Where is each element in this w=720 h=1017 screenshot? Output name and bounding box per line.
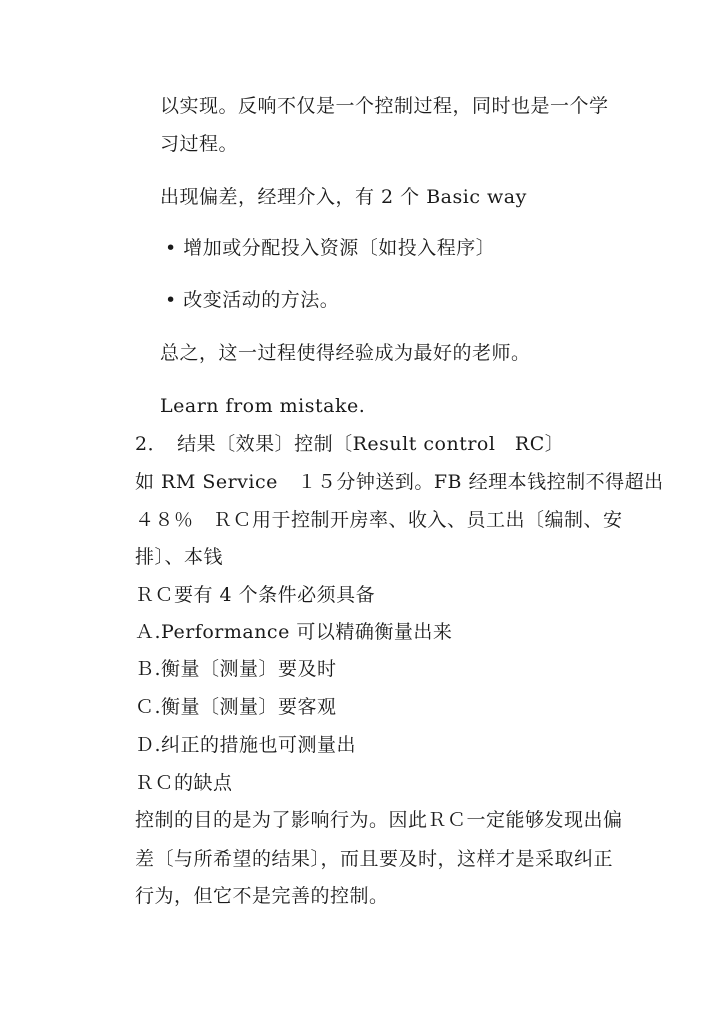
paragraph-line: 出现偏差，经理介入，有 2 个 Basic way: [160, 186, 527, 208]
list-item: Ｃ.衡量〔测量〕要客观: [135, 696, 337, 718]
paragraph-line: 排〕、本钱: [135, 546, 224, 568]
paragraph-line: 以实现。反响不仅是一个控制过程，同时也是一个学: [160, 95, 609, 117]
paragraph-line: ＲＣ要有 4 个条件必须具备: [135, 584, 376, 606]
paragraph-line: 习过程。: [160, 133, 239, 155]
list-item: Ａ.Performance 可以精确衡量出来: [135, 621, 453, 643]
list-item: Ｂ.衡量〔测量〕要及时: [135, 658, 337, 680]
bullet-item: • 增加或分配投入资源〔如投入程序〕: [165, 237, 496, 259]
paragraph-line: 总之，这一过程使得经验成为最好的老师。: [160, 342, 531, 364]
paragraph-line: ＲＣ的缺点: [135, 772, 233, 794]
section-heading: 2． 结果〔效果〕控制〔Result control RC〕: [135, 433, 565, 455]
list-item: Ｄ.纠正的措施也可测量出: [135, 734, 357, 756]
bullet-item: • 改变活动的方法。: [165, 289, 340, 311]
paragraph-line: 行为，但它不是完善的控制。: [135, 885, 389, 907]
paragraph-line: ４８％ ＲＣ用于控制开房率、收入、员工出〔编制、安: [135, 509, 623, 531]
paragraph-line: 如 RM Service １５分钟送到。FB 经理本钱控制不得超出: [135, 471, 664, 493]
paragraph-line: 差〔与所希望的结果〕，而且要及时，这样才是采取纠正: [135, 848, 614, 870]
paragraph-line: Learn from mistake.: [160, 395, 366, 417]
paragraph-line: 控制的目的是为了影响行为。因此ＲＣ一定能够发现出偏: [135, 809, 623, 831]
